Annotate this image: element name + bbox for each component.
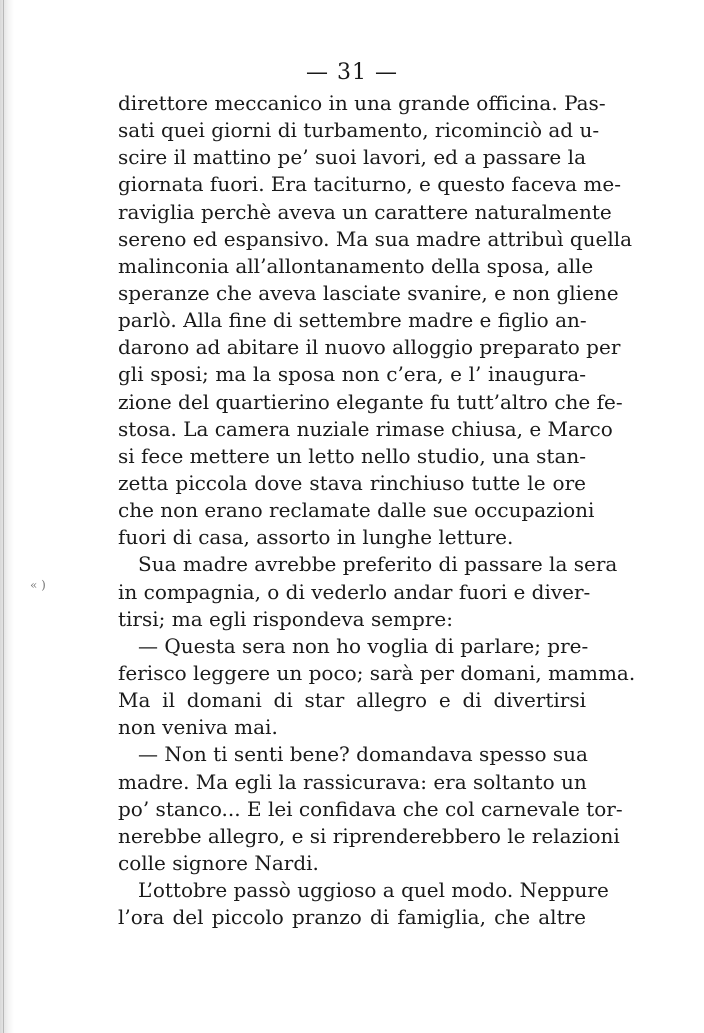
text-line: speranze che aveva lasciate svanire, e non gliene — [118, 280, 619, 305]
text-line: Sua madre avrebbe preferito di passare la sera — [138, 552, 618, 577]
text-line: sereno ed espansivo. Ma sua madre attribuì quella — [118, 226, 633, 251]
text-line: nerebbe allegro, e si riprenderebbero le relazioni — [118, 823, 620, 848]
text-line: po’ stanco... E lei confidava che col carnevale tor- — [118, 796, 623, 821]
text-line: darono ad abitare il nuovo alloggio preparato per — [118, 335, 621, 360]
text-line: parlò. Alla fine di settembre madre e figlio an- — [118, 308, 587, 333]
text-line: gli sposi; ma la sposa non c’era, e l’ inaugura- — [118, 362, 586, 387]
text-line: — Questa sera non ho voglia di parlare; pre- — [138, 633, 589, 658]
text-line: che non erano reclamate dalle sue occupazioni — [118, 498, 595, 523]
text-line: malinconia all’allontanamento della sposa, alle — [118, 253, 594, 278]
text-line: — Non ti senti bene? domandava spesso sua — [138, 742, 588, 767]
body-text — [118, 90, 636, 931]
text-line: stosa. La camera nuziale rimase chiusa, e Marco — [118, 416, 613, 441]
text-line: fuori di casa, assorto in lunghe letture. — [118, 525, 514, 550]
text-line: sati quei giorni di turbamento, ricominciò ad u- — [118, 118, 600, 143]
text-line: zione del quartierino elegante fu tutt’altro che fe- — [118, 389, 623, 414]
stray-scan-mark: « ) — [30, 578, 46, 592]
text-line: colle signore Nardi. — [118, 850, 319, 875]
text-line: zetta piccola dove stava rinchiuso tutte le ore — [118, 470, 586, 495]
text-line: raviglia perchè aveva un carattere naturalmente — [118, 199, 612, 224]
text-line: direttore meccanico in una grande officina. Pas- — [118, 91, 606, 115]
text-line: madre. Ma egli la rassicurava: era soltanto un — [118, 769, 587, 794]
text-line: L’ottobre passò uggioso a quel modo. Neppure — [138, 878, 609, 903]
text-line: l’ora del piccolo pranzo di famiglia, che altre — [118, 905, 586, 930]
text-line: si fece mettere un letto nello studio, una stan- — [118, 443, 586, 468]
text-line: giornata fuori. Era taciturno, e questo faceva me- — [118, 172, 621, 197]
text-line: Ma il domani di star allegro e di divertirsi — [118, 688, 586, 713]
page-number: — 31 — — [306, 60, 398, 85]
text-line: ferisco leggere un poco; sarà per domani, mamma. — [118, 660, 636, 685]
text-line: tirsi; ma egli rispondeva sempre: — [118, 606, 453, 631]
text-line: in compagnia, o di vederlo andar fuori e diver- — [118, 579, 591, 604]
text-line: non veniva mai. — [118, 715, 278, 740]
text-line: scire il mattino pe’ suoi lavori, ed a passare la — [118, 145, 586, 170]
scan-page-edge — [0, 0, 14, 1033]
